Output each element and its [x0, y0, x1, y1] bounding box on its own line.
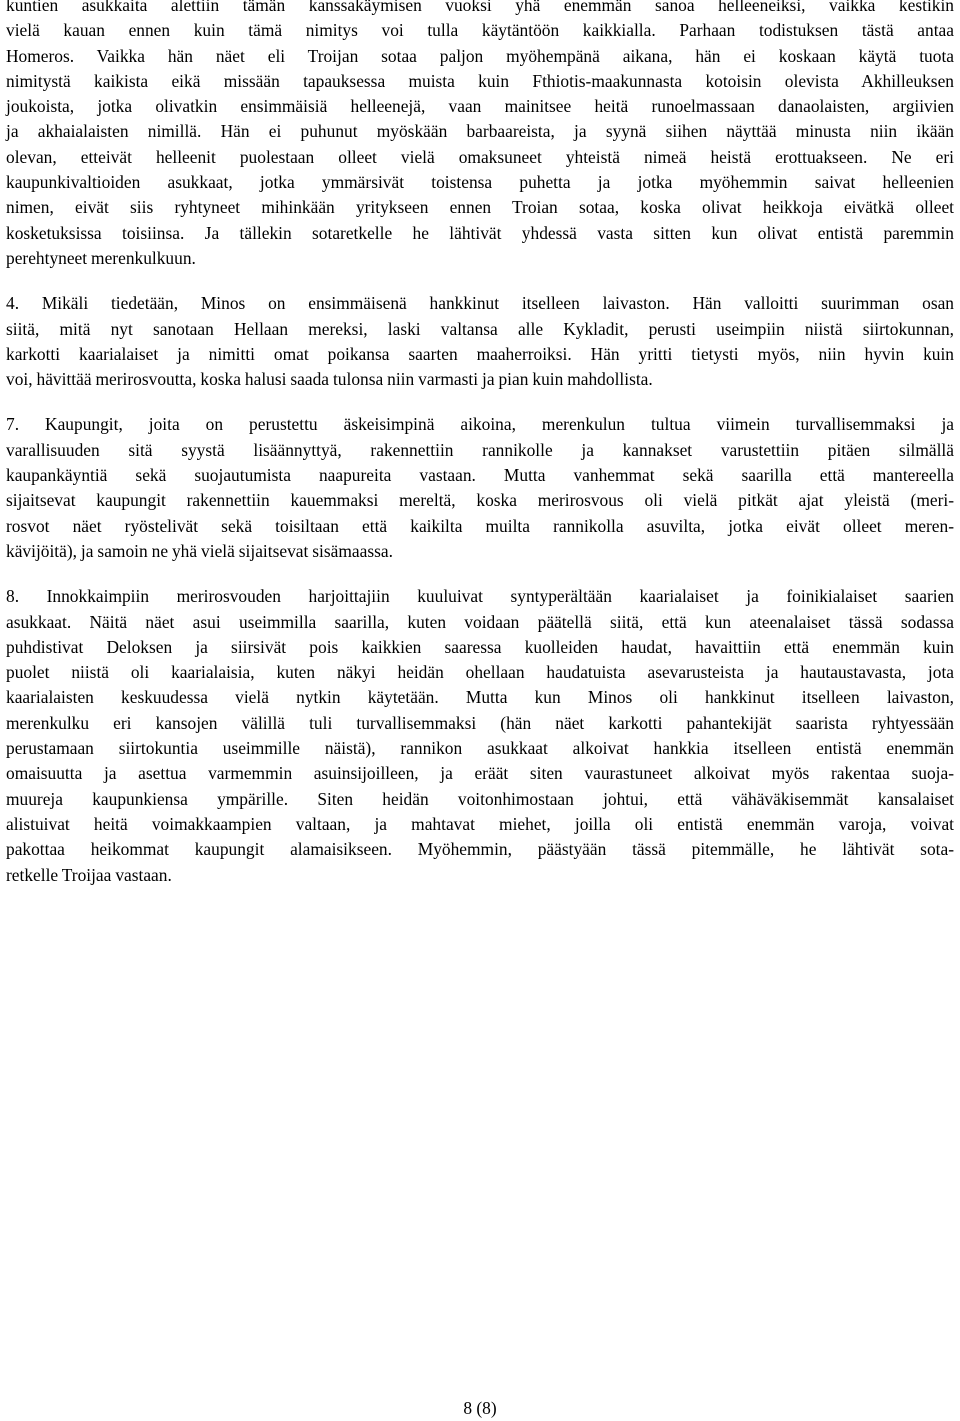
text-line: muureja kaupunkiensa ympärille. Siten heidän voitonhimostaan johtui, että vähäväkisemmät kansalaiset	[6, 788, 954, 809]
text-line: puhdistivat Deloksen ja siirsivät pois kaikkien saaressa kuolleiden haudat, havaittiin että enemmän kuin	[6, 636, 954, 657]
text-line: nimitystä kaikista eikä missään tapauksessa muista kuin Fthiotis-maakunnasta kotoisin olevista Akhilleuksen	[6, 70, 954, 91]
paragraph-4	[6, 291, 954, 392]
text-line: kosketuksissa toisiinsa. Ja tällekin sotaretkelle he lähtivät yhdessä vasta sitten kun olivat entistä paremmin	[6, 222, 954, 243]
page-number: 8 (8)	[463, 1398, 497, 1418]
text-line: alistuivat heitä voimakkaampien valtaan, ja mahtavat miehet, joilla oli entistä enemmän varoja, voivat	[6, 813, 954, 834]
paragraph-1	[6, 0, 954, 271]
text-line: Homeros. Vaikka hän näet eli Troijan sotaa paljon myöhempänä aikana, hän ei koskaan käytä tuota	[6, 45, 954, 66]
text-line: rosvot näet ryöstelivät sekä toisiltaan että kaikilta muilta rannikolla asuvilta, jotka eivät olleet meren-	[6, 515, 954, 536]
text-line: vielä kauan ennen kuin tämä nimitys voi tulla käytäntöön kaikkialla. Parhaan todistuksen tästä antaa	[6, 20, 954, 41]
text-line: merenkulku eri kansojen välillä tuli turvallisemmaksi (hän näet karkotti pahantekijät saarista ryhtyessään	[6, 712, 954, 733]
text-line: perustamaan siirtokuntia useimmille näistä), rannikon asukkaat alkoivat hankkia itselleen entistä enemmän	[6, 738, 954, 759]
text-line: kaupunkivaltioiden asukkaat, jotka ymmärsivät toistensa puhetta ja jotka myöhemmin saivat helleenien	[6, 172, 954, 193]
text-line: varallisuuden sitä syystä lisäännyttyä, rakennettiin rannikolle ja kannakset varustettiin pitäen silmällä	[6, 439, 954, 460]
text-line: kävijöitä), ja samoin ne yhä vielä sijaitsevat sisämaassa.	[6, 540, 393, 561]
text-line: perehtyneet merenkulkuun.	[6, 247, 196, 268]
text-line: puolet niistä oli kaarialaisia, kuten näkyi heidän ohellaan haudatuista asevarusteista ja hautaustavasta, jota	[6, 662, 954, 683]
text-line: omaisuutta ja asettua varmemmin asuinsijoilleen, ja eräät siten vaurastuneet alkoivat myös rakentaa suoja-	[6, 763, 954, 784]
paragraph-8	[6, 584, 954, 888]
text-line: ja akhaialaisten nimillä. Hän ei puhunut myöskään barbaareista, ja syynä siihen näyttää minusta niin ikään	[6, 121, 954, 142]
text-line: pakottaa heikommat kaupungit alamaisikseen. Myöhemmin, päästyään tässä pitemmälle, he lähtivät sota-	[6, 839, 954, 860]
text-line: kaupankäyntiä sekä suojautumista naapureita vastaan. Mutta vanhemmat sekä saarilla että mantereella	[6, 465, 954, 486]
text-line: karkotti kaarialaiset ja nimitti omat poikansa saarten maaherroiksi. Hän yritti tietysti myös, niin hyvin kuin	[6, 343, 954, 364]
text-line: voi, hävittää merirosvoutta, koska halusi saada tulonsa niin varmasti ja pian kuin mahdollista.	[6, 369, 653, 390]
text-line: asukkaat. Näitä näet asui useimmilla saarilla, kuten voidaan päätellä siitä, että kun ateenalaiset tässä sodassa	[6, 611, 954, 632]
document-body	[6, 0, 954, 908]
text-line: 8. Innokkaimpiin merirosvouden harjoittajiin kuuluivat syntyperältään kaarialaiset ja foinikialaiset saarien	[6, 586, 954, 607]
text-line: olevan, etteivät helleenit puolestaan olleet vielä omaksuneet yhteistä nimeä heistä erottuakseen. Ne eri	[6, 146, 954, 167]
text-line: retkelle Troijaa vastaan.	[6, 864, 172, 885]
text-line: sijaitsevat kaupungit rakennettiin kauemmaksi mereltä, koska merirosvous oli vielä pitkät ajat yleistä (meri-	[6, 490, 954, 511]
text-line: siitä, mitä nyt sanotaan Hellaan mereksi, laski valtansa alle Kykladit, perusti useimpiin niistä siirtokunnan,	[6, 318, 954, 339]
text-line: joukoista, jotka olivatkin ensimmäisiä helleenejä, vaan mainitsee heitä runoelmassaan danaolaisten, argiivien	[6, 96, 954, 117]
text-line: nimen, eivät siis ryhtyneet mihinkään yritykseen ennen Troian sotaa, koska olivat heikkoja eivätkä olleet	[6, 197, 954, 218]
text-line: 4. Mikäli tiedetään, Minos on ensimmäisenä hankkinut itselleen laivaston. Hän valloitti suurimman osan	[6, 293, 954, 314]
paragraph-7	[6, 412, 954, 564]
text-line: 7. Kaupungit, joita on perustettu äskeisimpinä aikoina, merenkulun tultua viimein turvallisemmaksi ja	[6, 414, 954, 435]
text-line: kuntien asukkaita alettiin tämän kanssakäymisen vuoksi yhä enemmän sanoa helleeneiksi, vaikka kestikin	[6, 0, 954, 15]
text-line: kaarialaisten keskuudessa vielä nytkin käytetään. Mutta kun Minos oli hankkinut itselleen laivaston,	[6, 687, 954, 708]
